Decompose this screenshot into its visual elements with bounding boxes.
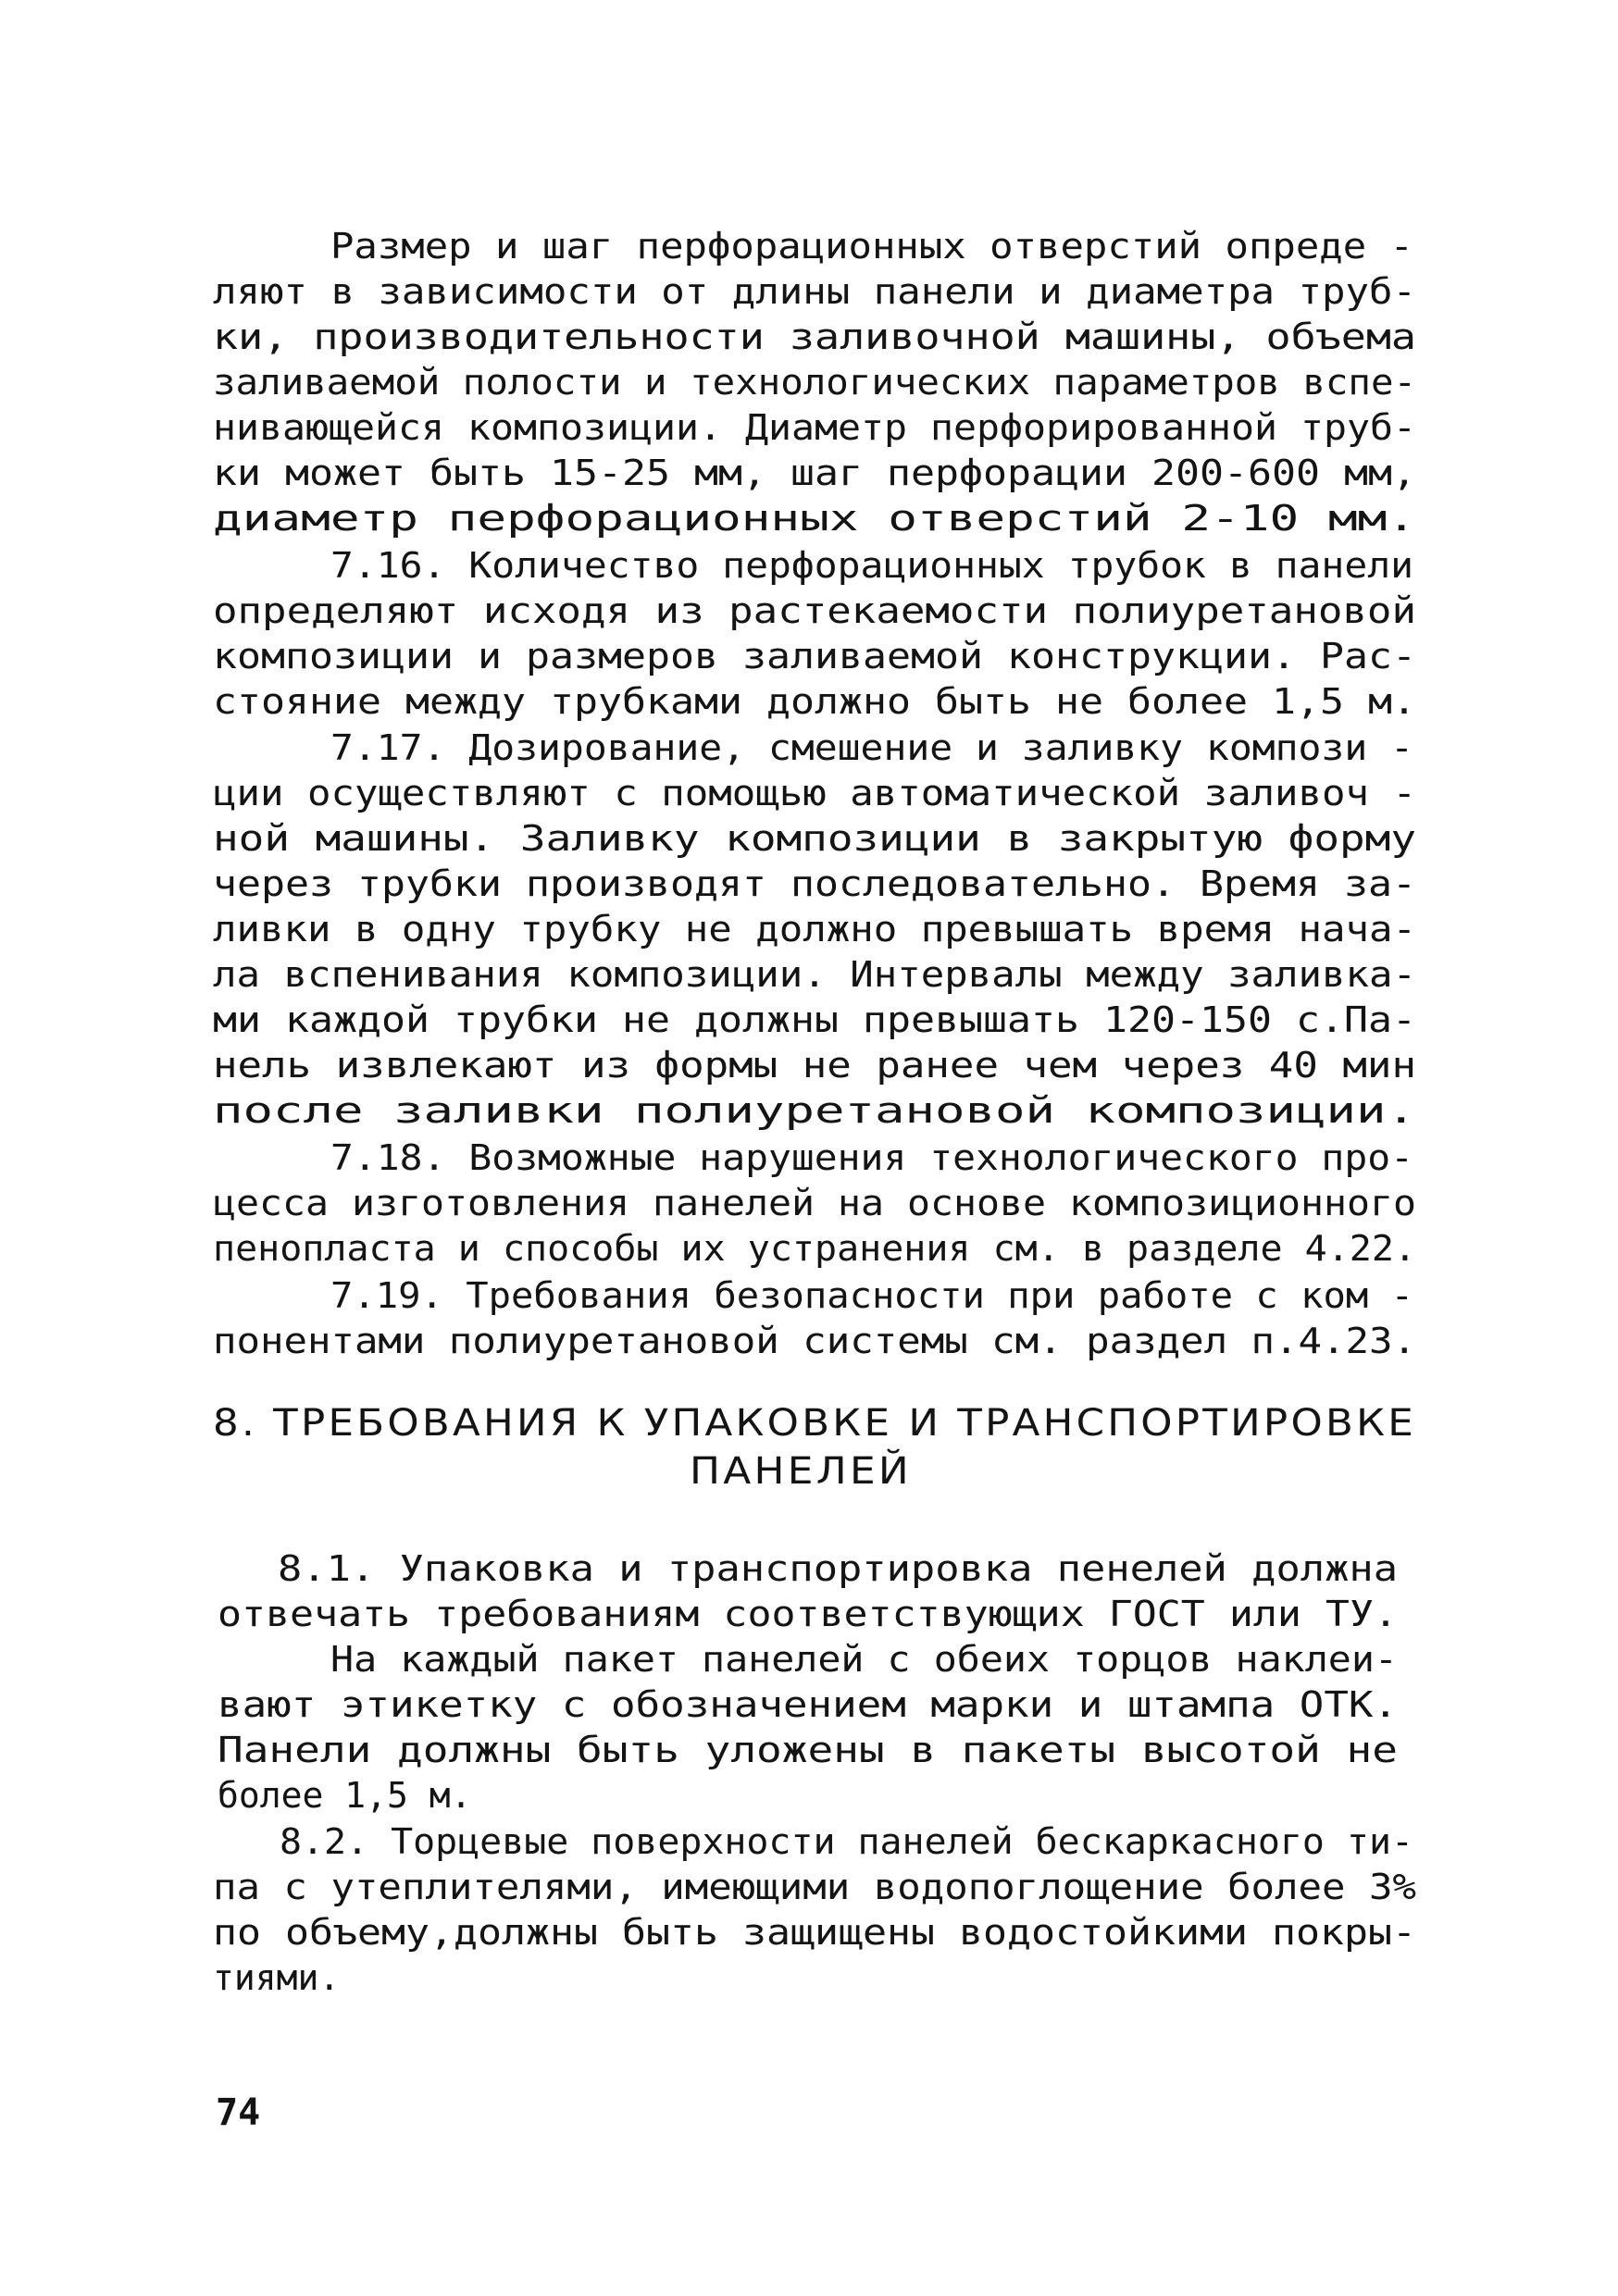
text-line: 7.16. Количество перфорационных трубок в панели [330, 545, 1413, 586]
section-heading-line-2: ПАНЕЛЕЙ [690, 1450, 912, 1493]
text-line: вают этикетку с обозначением марки и штампа ОТК. [218, 1684, 1398, 1725]
text-line: более 1,5 м. [218, 1775, 472, 1816]
text-line: стояние между трубками должно быть не более 1,5 м. [213, 681, 1416, 722]
text-line: 7.18. Возможные нарушения технологического про- [330, 1137, 1413, 1178]
text-line: диаметр перфорационных отверстий 2-10 мм. [213, 498, 1416, 539]
text-line: нель извлекают из формы не ранее чем через 40 мин [213, 1045, 1416, 1086]
text-line: по объему,должны быть защищены водостойкими покры- [213, 1912, 1416, 1953]
text-line: ки может быть 15-25 мм, шаг перфорации 200-600 мм, [213, 453, 1416, 493]
text-line: па с утеплителями, имеющими водопоглощение более 3% [213, 1867, 1416, 1907]
text-line: Размер и шаг перфорационных отверстий опреде - [330, 226, 1413, 267]
text-line: через трубки производят последовательно. Время за- [213, 863, 1416, 904]
section-heading-line-1: 8. ТРЕБОВАНИЯ К УПАКОВКЕ И ТРАНСПОРТИРОВКЕ [213, 1402, 1416, 1445]
text-line: На каждый пакет панелей с обеих торцов наклеи- [330, 1639, 1398, 1680]
text-line: ливки в одну трубку не должно превышать время нача- [213, 909, 1416, 949]
text-line: отвечать требованиям соответствующих ГОСТ или ТУ. [218, 1594, 1398, 1634]
text-line: заливаемой полости и технологических параметров вспе- [213, 362, 1416, 403]
text-line: ной машины. Заливку композиции в закрытую форму [213, 818, 1416, 859]
text-line: после заливки полиуретановой композиции. [213, 1090, 1416, 1131]
text-line: пенопласта и способы их устранения см. в разделе 4.22. [213, 1228, 1416, 1269]
text-line: 7.17. Дозирование, смешение и заливку компози - [330, 727, 1413, 768]
text-line: ки, производительности заливочной машины, объема [213, 316, 1416, 357]
text-line: композиции и размеров заливаемой конструкции. Рас- [213, 636, 1416, 676]
text-line: 8.1. Упаковка и транспортировка пенелей должна [278, 1548, 1398, 1589]
text-line: ции осуществляют с помощью автоматической заливоч - [213, 773, 1416, 813]
text-line: тиями. [213, 1957, 341, 1998]
text-line: ла вспенивания композиции. Интервалы между заливка- [213, 954, 1416, 995]
page-number: 74 [216, 2091, 261, 2134]
text-line: определяют исходя из растекаемости полиуретановой [213, 590, 1416, 631]
text-line: цесса изготовления панелей на основе композиционного [213, 1183, 1416, 1223]
text-line: Панели должны быть уложены в пакеты высотой не [218, 1730, 1398, 1770]
text-line: ми каждой трубки не должны превышать 120-150 с.Па- [213, 999, 1416, 1040]
text-line: нивающейся композиции. Диаметр перфорированной труб- [213, 407, 1416, 448]
text-line: 7.19. Требования безопасности при работе с ком - [330, 1275, 1413, 1316]
text-line: 8.2. Торцевые поверхности панелей бескаркасного ти- [280, 1821, 1413, 1862]
text-line: понентами полиуретановой системы см. раздел п.4.23. [213, 1321, 1416, 1361]
text-line: ляют в зависимости от длины панели и диаметра труб- [213, 271, 1416, 312]
